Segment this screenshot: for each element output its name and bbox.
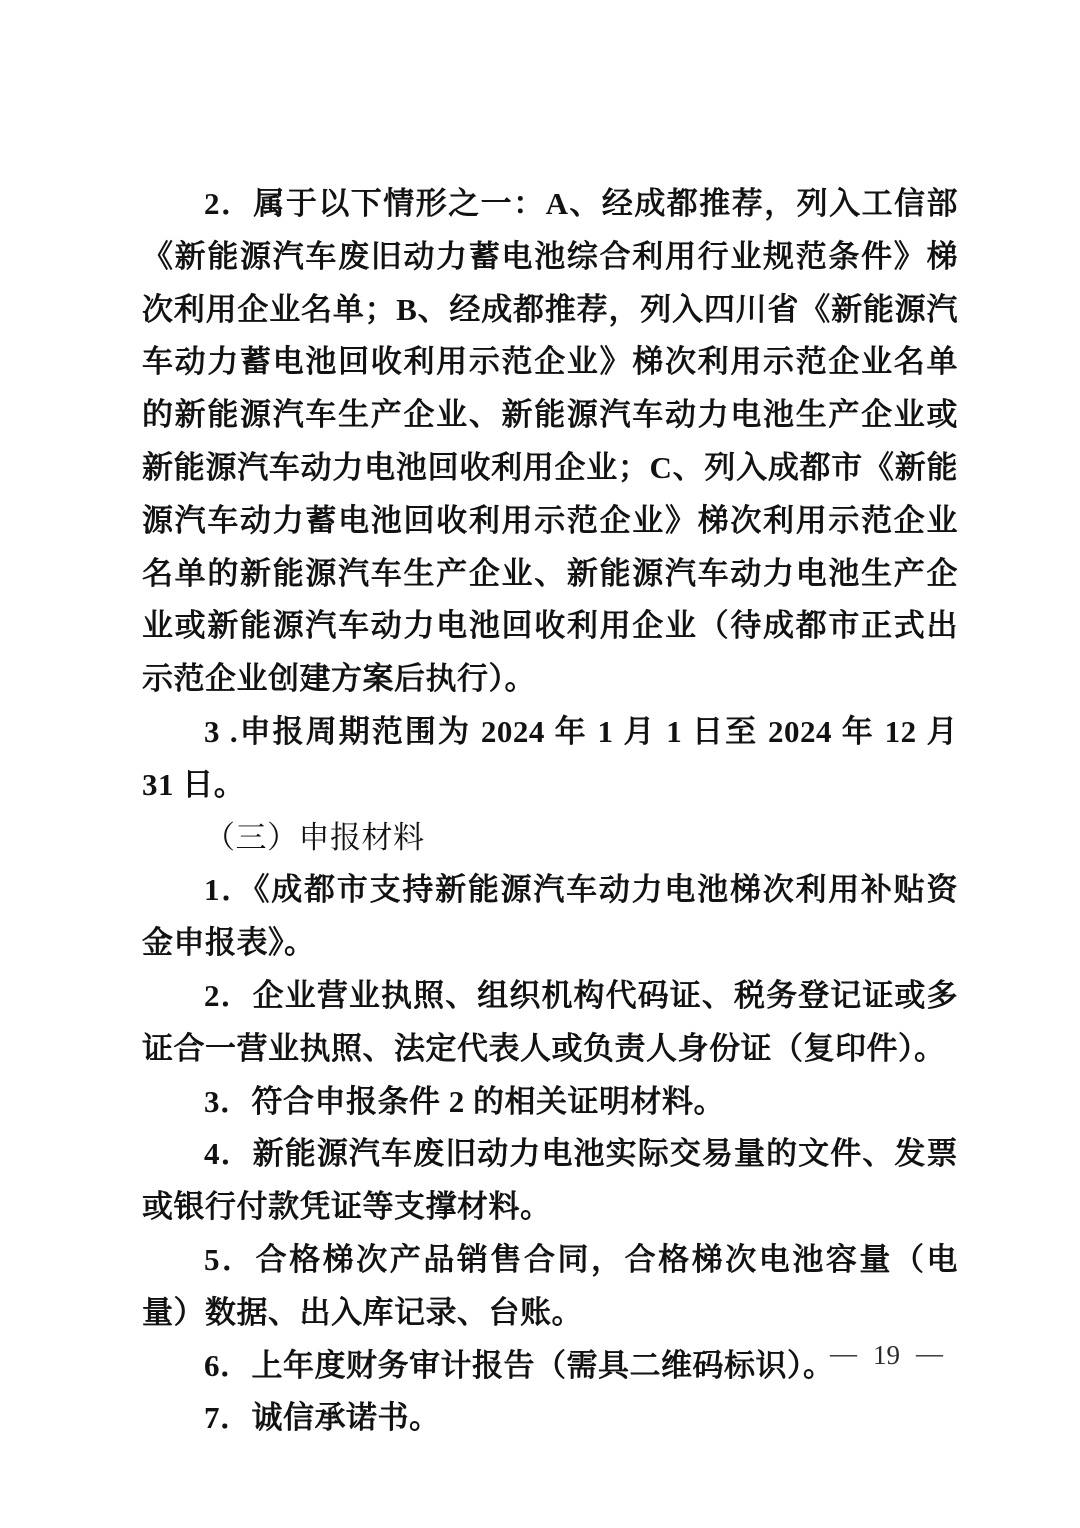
paragraph-material-3: 3．符合申报条件 2 的相关证明材料。 <box>204 1083 725 1119</box>
paragraph-condition-2: 2．属于以下情形之一：A、经成都推荐，列入工信部《新能源汽车废旧动力蓄电池综合利用行业规范条件》梯次利用企业名单；B、经成都推荐，列入四川省《新能源汽车动力蓄电池回收利用示范企业》梯次利用示范企业名单的新能源汽车生产企业、新能源汽车动力电池生产企业或新能源汽车动力电池回收利用企业；C、列入成都市《新能源汽车动力蓄电池回收利用示范企业》梯次利用示范企业名单的新能源汽车生产企业、新能源汽车动力电池生产企业或新能源汽车动力电池回收利用企业（待成都市正式出示范企业创建方案后执行）。 <box>142 186 958 697</box>
paragraph-material-1: 1．《成都市支持新能源汽车动力电池梯次利用补贴资金申报表》。 <box>142 872 958 961</box>
paragraph-material-6: 6．上年度财务审计报告（需具二维码标识）。 <box>204 1347 835 1383</box>
paragraph-condition-3-period: 3 .申报周期范围为 2024 年 1 月 1 日至 2024 年 12 月 31 日。 <box>142 713 958 802</box>
paragraph-material-7: 7．诚信承诺书。 <box>204 1400 441 1436</box>
paragraph-material-5: 5．合格梯次产品销售合同，合格梯次电池容量（电量）数据、出入库记录、台账。 <box>142 1241 958 1330</box>
footer-dash-right: — <box>916 1338 943 1368</box>
paragraph-material-2: 2．企业营业执照、组织机构代码证、税务登记证或多证合一营业执照、法定代表人或负责人身份证（复印件）。 <box>142 977 958 1066</box>
section-heading-application-materials: （三）申报材料 <box>204 819 425 855</box>
document-body <box>142 178 958 1445</box>
footer-dash-left: — <box>830 1338 857 1368</box>
page-number: 19 <box>873 1340 900 1370</box>
paragraph-material-4: 4．新能源汽车废旧动力电池实际交易量的文件、发票或银行付款凭证等支撑材料。 <box>142 1136 958 1225</box>
page-footer <box>830 1340 943 1371</box>
